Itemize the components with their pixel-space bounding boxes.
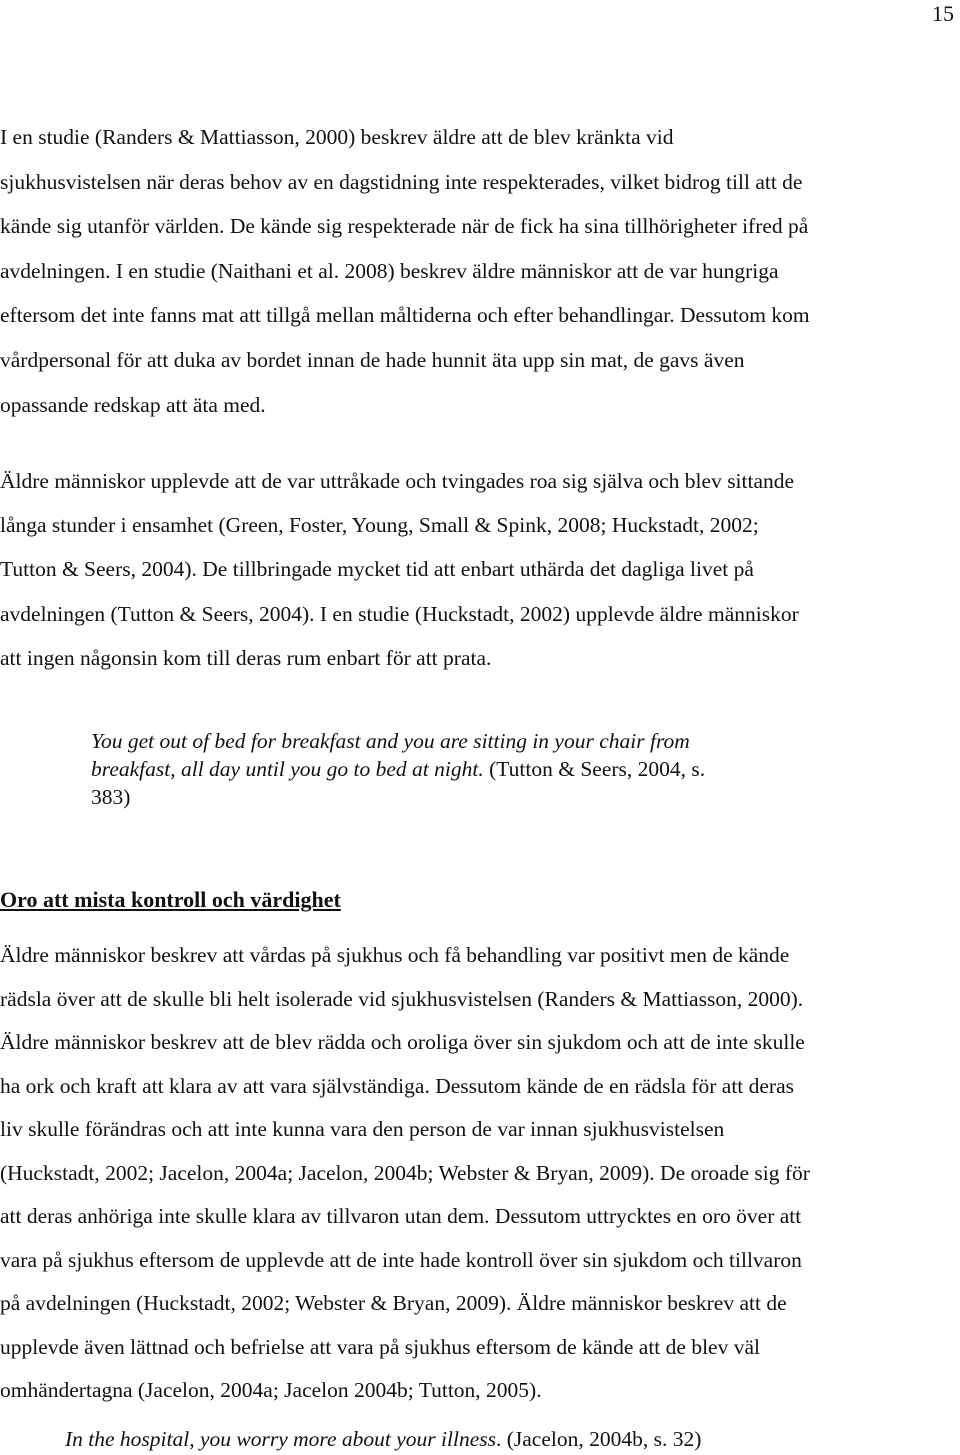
paragraph-boredom bbox=[0, 459, 799, 680]
paragraph-line: omhändertagna (Jacelon, 2004a; Jacelon 2004b; Tutton, 2005). bbox=[0, 1378, 542, 1402]
paragraph-line: vara på sjukhus eftersom de upplevde att de inte hade kontroll över sin sjukdom och tillvaron bbox=[0, 1247, 802, 1272]
paragraph-line: ha ork och kraft att klara av att vara självständiga. Dessutom kände de en rädsla för att deras bbox=[0, 1073, 794, 1098]
quote-text: breakfast, all day until you go to bed at night. bbox=[91, 757, 484, 781]
quote-citation: . (Jacelon, 2004b, s. 32) bbox=[495, 1427, 702, 1451]
paragraph-line: kände sig utanför världen. De kände sig respekterade när de fick ha sina tillhörigheter ifred på bbox=[0, 214, 809, 239]
paragraph-line: långa stunder i ensamhet (Green, Foster, Young, Small & Spink, 2008; Huckstadt, 2002; bbox=[0, 513, 759, 538]
quote-citation-page: 383) bbox=[91, 785, 131, 809]
paragraph-fear-of-losing-control bbox=[0, 934, 810, 1413]
paragraph-line: vårdpersonal för att duka av bordet innan de hade hunnit äta upp sin mat, de gavs även bbox=[0, 347, 745, 372]
paragraph-line: Äldre människor beskrev att vårdas på sjukhus och få behandling var positivt men de kände bbox=[0, 943, 790, 967]
paragraph-line: upplevde även lättnad och befrielse att vara på sjukhus eftersom de kände att de blev väl bbox=[0, 1334, 760, 1359]
paragraph-line: eftersom det inte fanns mat att tillgå mellan måltiderna och efter behandlingar. Dessutom kom bbox=[0, 303, 810, 328]
paragraph-line: Äldre människor beskrev att de blev rädda och oroliga över sin sjukdom och att de inte skulle bbox=[0, 1030, 805, 1054]
paragraph-line: opassande redskap att äta med. bbox=[0, 392, 266, 417]
paragraph-line: I en studie (Randers & Mattiasson, 2000) beskrev äldre att de blev kränkta vid bbox=[0, 125, 674, 149]
block-quote-tutton-seers bbox=[91, 727, 705, 811]
quote-text: In the hospital, you worry more about your illness bbox=[65, 1427, 496, 1451]
paragraph-line: att deras anhöriga inte skulle klara av tillvaron utan dem. Dessutom uttrycktes en oro över att bbox=[0, 1204, 802, 1228]
paragraph-line: sjukhusvistelsen när deras behov av en dagstidning inte respekterades, vilket bidrog till att de bbox=[0, 169, 803, 194]
paragraph-line: (Huckstadt, 2002; Jacelon, 2004a; Jacelon, 2004b; Webster & Bryan, 2009). De oroade sig för bbox=[0, 1160, 810, 1185]
paragraph-line: Äldre människor upplevde att de var uttråkade och tvingades roa sig själva och blev sittande bbox=[0, 469, 795, 493]
paragraph-line: liv skulle förändras och att inte kunna vara den person de var innan sjukhusvistelsen bbox=[0, 1117, 725, 1141]
quote-citation: (Tutton & Seers, 2004, s. bbox=[483, 757, 706, 781]
paragraph-line: avdelningen (Tutton & Seers, 2004). I en studie (Huckstadt, 2002) upplevde äldre människor bbox=[0, 601, 799, 626]
paragraph-hospital-stay-respect bbox=[0, 115, 810, 427]
block-quote-jacelon bbox=[65, 1425, 701, 1453]
paragraph-line: rädsla över att de skulle bli helt isolerade vid sjukhusvistelsen (Randers & Mattiasson, 2000). bbox=[0, 986, 804, 1011]
paragraph-line: avdelningen. I en studie (Naithani et al. 2008) beskrev äldre människor att de var hungriga bbox=[0, 258, 779, 283]
paragraph-line: att ingen någonsin kom till deras rum enbart för att prata. bbox=[0, 645, 492, 670]
quote-line: You get out of bed for breakfast and you are sitting in your chair from bbox=[91, 729, 690, 753]
paragraph-line: på avdelningen (Huckstadt, 2002; Webster & Bryan, 2009). Äldre människor beskrev att de bbox=[0, 1291, 787, 1315]
paragraph-line: Tutton & Seers, 2004). De tillbringade mycket tid att enbart uthärda det dagliga livet på bbox=[0, 557, 754, 582]
page-number: 15 bbox=[932, 1, 954, 26]
section-heading: Oro att mista kontroll och värdighet bbox=[0, 887, 341, 912]
